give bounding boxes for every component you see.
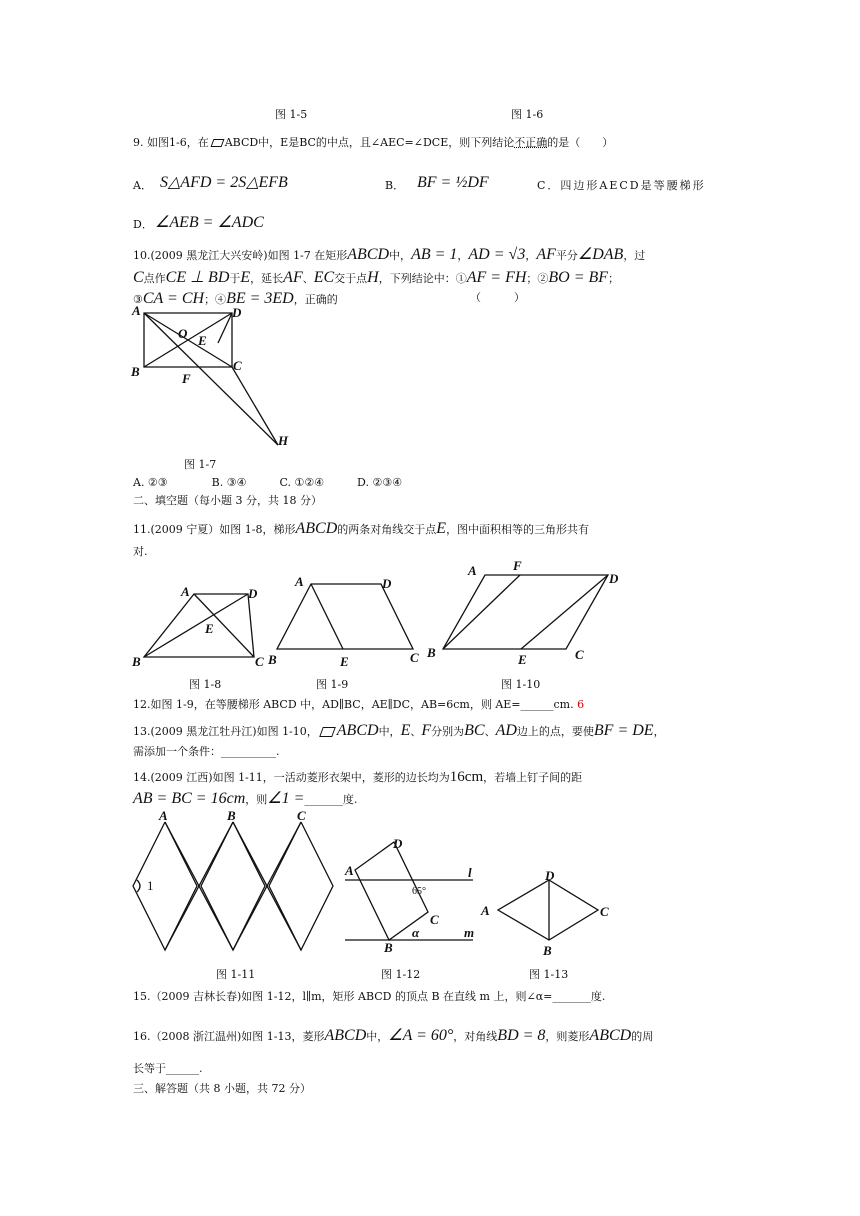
fig9-label-e: E	[340, 654, 349, 669]
caption-fig1-9: 图 1-9	[316, 678, 349, 691]
q14-line1: 14.(2009 江西)如图 1-11，一活动菱形衣架中，菱形的边长均为16cm，若墙上钉子间的距	[133, 769, 583, 785]
q9-option-d-label: D．	[133, 218, 153, 231]
caption-fig1-10: 图 1-10	[501, 678, 541, 691]
q10-line3: ③CA = CH；④BE = 3ED，正确的	[133, 290, 338, 307]
fig7-label-a: A	[132, 303, 141, 318]
fig13-label-c: C	[600, 904, 609, 919]
fig8-label-b: B	[132, 654, 141, 669]
fig8-label-c: C	[255, 654, 264, 669]
q16-line2: 长等于______.	[133, 1062, 203, 1075]
section-2-heading: 二、填空题（每小题 3 分，共 18 分）	[133, 494, 322, 507]
q14-line2: AB = BC = 16cm，则∠1 =_______度.	[133, 790, 358, 807]
fig8-label-e: E	[205, 621, 214, 636]
fig7-label-o: O	[178, 326, 188, 341]
parallelogram-icon	[210, 139, 224, 147]
q12-text: 12.如图 1-9，在等腰梯形 ABCD 中，AD∥BC，AE∥DC，AB=6cm，则 AE=______cm. 6	[133, 698, 585, 711]
fig10-label-b: B	[427, 645, 436, 660]
fig9-label-d: D	[382, 576, 392, 591]
fig10-label-f: F	[513, 558, 522, 573]
caption-fig1-12: 图 1-12	[381, 968, 421, 981]
q10-line1: 10.(2009 黑龙江大兴安岭)如图 1-7 在矩形ABCD中，AB = 1，AD = √3，AF平分∠DAB，过	[133, 246, 646, 263]
q13-line2: 需添加一个条件：__________.	[133, 745, 280, 758]
figure-1-9	[265, 572, 430, 667]
section-3-heading: 三、解答题（共 8 小题，共 72 分）	[133, 1082, 311, 1095]
figure-1-13	[478, 868, 618, 963]
figure-1-12	[340, 830, 485, 955]
fig12-label-c: C	[430, 912, 439, 927]
q9-option-c: C．四边形AECD是等腰梯形	[537, 179, 706, 192]
q11-line1: 11.(2009 宁夏）如图 1-8，梯形ABCD的两条对角线交于点E，图中面积相等的三角形共有	[133, 520, 590, 537]
parallelogram-icon	[319, 727, 336, 737]
figure-1-11	[125, 808, 340, 958]
fig12-label-a: A	[345, 863, 354, 878]
q10-line2: C点作CE ⊥ BD于E，延长AF、EC交于点H，下列结论中：①AF = FH；②BO = BF；	[133, 269, 620, 286]
fig7-label-c: C	[233, 358, 242, 373]
fig7-label-e: E	[198, 333, 207, 348]
figure-1-10	[425, 557, 630, 672]
fig13-label-b: B	[543, 943, 552, 958]
fig11-label-a: A	[159, 808, 168, 823]
q15-text: 15.（2009 吉林长春)如图 1-12，l∥m，矩形 ABCD 的顶点 B 在直线 m 上，则∠α=_______度.	[133, 990, 606, 1003]
fig13-label-a: A	[481, 903, 490, 918]
q9-option-a-expr: S△AFD = 2S△EFB	[160, 174, 288, 191]
fig12-label-d: D	[393, 836, 403, 851]
fig13-label-d: D	[545, 868, 555, 883]
caption-fig1-5: 图 1-5	[275, 108, 308, 121]
q11-line2: 对.	[133, 545, 148, 558]
q9-stem: 9. 如图1-6，在 ABCD中，E是BC的中点，且∠AEC=∠DCE，则下列结论不正确的是（ ）	[133, 136, 614, 149]
q16-line1: 16.（2008 浙江温州)如图 1-13，菱形ABCD中，∠A = 60°，对角线BD = 8，则菱形ABCD的周	[133, 1027, 654, 1044]
fig12-label-alpha: α	[412, 925, 420, 940]
fig7-label-h: H	[278, 433, 289, 448]
fig11-label-angle1: 1	[147, 878, 154, 893]
fig12-label-l: l	[468, 865, 472, 880]
figure-1-7	[128, 305, 298, 455]
fig10-label-c: C	[575, 647, 584, 662]
caption-fig1-8: 图 1-8	[189, 678, 222, 691]
fig10-label-a: A	[468, 563, 477, 578]
caption-fig1-7: 图 1-7	[184, 458, 217, 471]
fig7-label-f: F	[182, 371, 191, 386]
fig8-label-a: A	[181, 584, 190, 599]
q10-options: A. ②③ B. ③④ C. ①②④ D. ②③④	[133, 476, 403, 489]
fig8-label-d: D	[248, 586, 258, 601]
fig12-label-b: B	[384, 940, 393, 955]
fig11-label-b: B	[227, 808, 236, 823]
q9-option-a-label: A．	[133, 179, 152, 192]
figure-1-8	[130, 580, 270, 670]
fig7-label-b: B	[131, 364, 140, 379]
caption-fig1-13: 图 1-13	[529, 968, 569, 981]
q10-answer-paren: （ ）	[470, 291, 525, 304]
fig11-label-c: C	[297, 808, 306, 823]
fig10-label-e: E	[518, 652, 527, 667]
fig7-label-d: D	[232, 305, 242, 320]
fig9-label-a: A	[295, 574, 304, 589]
caption-fig1-6: 图 1-6	[511, 108, 544, 121]
fig9-label-c: C	[410, 650, 419, 665]
fig12-label-m: m	[464, 925, 475, 940]
q9-option-b-label: B．	[385, 179, 405, 192]
q9-option-b-expr: BF = ½DF	[417, 174, 489, 191]
caption-fig1-11: 图 1-11	[216, 968, 256, 981]
fig12-label-65deg: 65°	[412, 886, 426, 897]
q9-option-d-expr: ∠AEB = ∠ADC	[155, 214, 264, 231]
q12-answer: 6	[577, 698, 585, 711]
fig9-label-b: B	[268, 652, 277, 667]
fig10-label-d: D	[609, 571, 619, 586]
q13-line1: 13.(2009 黑龙江牡丹江)如图 1-10， ABCD中，E、F分别为BC、AD边上的点，要使BF = DE，	[133, 722, 665, 739]
